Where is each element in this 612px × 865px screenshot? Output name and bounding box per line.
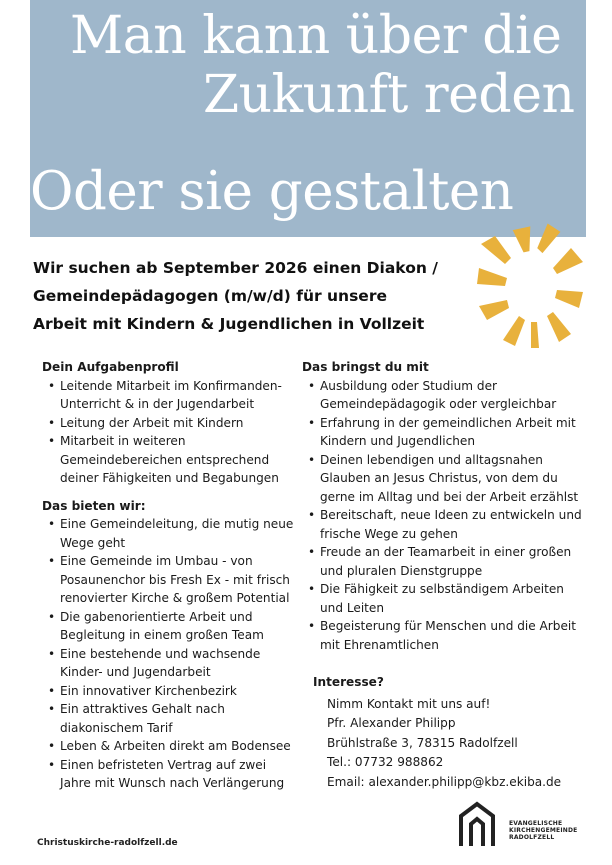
list-item: • Deinen lebendigen und alltagsnahen Glauben an Jesus Christus, von dem du gerne im Alltag und bei der Arbeit erzählst [302,451,582,507]
contact-block [313,673,561,792]
contact-name: Pfr. Alexander Philipp [327,716,456,730]
list-item: • Freude an der Teamarbeit in einer großen und pluralen Dienstgruppe [302,543,582,580]
list-item: • Leben & Arbeiten direkt am Bodensee [42,737,294,756]
list-angebot [42,515,294,793]
hero-title-line-2: Zukunft reden [203,65,575,125]
list-item: • Begeisterung für Menschen und die Arbeit mit Ehrenamtlichen [302,617,582,654]
job-headline-line-2: Gemeindepädagogen (m/w/d) für unsere [33,287,387,305]
contact-email[interactable]: Email: alexander.philipp@kbz.ekiba.de [327,774,562,789]
list-anforderungen [302,377,582,655]
list-aufgabenprofil [42,377,294,488]
list-item: • Leitung der Arbeit mit Kindern [42,414,294,433]
contact-phone: Tel.: 07732 988862 [327,755,444,769]
list-item: • Leitende Mitarbeit im Konfirmanden- Unterricht & in der Jugendarbeit [42,377,294,414]
list-item: • Die Fähigkeit zu selbständigem Arbeiten und Leiten [302,580,582,617]
contact-title: Interesse? [313,675,384,689]
hero-title-line-3: Oder sie gestalten [30,161,514,222]
list-item: • Eine Gemeindeleitung, die mutig neue Wege geht [42,515,294,552]
section-title-anforderungen: Das bringst du mit [302,360,429,374]
list-item: • Erfahrung in der gemeindlichen Arbeit mit Kindern und Jugendlichen [302,414,582,451]
left-column [42,358,294,793]
list-item: • Eine bestehende und wachsende Kinder- und Jugendarbeit [42,645,294,682]
job-headline-line-3: Arbeit mit Kindern & Jugendlichen in Vollzeit [33,315,425,333]
hero-title-line-1: Man kann über die [70,6,562,66]
sunburst-icon [475,222,585,348]
section-title-aufgabenprofil: Dein Aufgabenprofil [42,360,179,374]
right-column [302,358,582,654]
job-headline-line-1: Wir suchen ab September 2026 einen Diakon / [33,259,438,277]
list-item: • Mitarbeit in weiteren Gemeindebereichen entsprechend deiner Fähigkeiten und Begabungen [42,432,294,488]
list-item: • Die gabenorientierte Arbeit und Begleitung in einem großen Team [42,608,294,645]
church-logo-text: EVANGELISCHE KIRCHENGEMEINDE RADOLFZELL [509,820,578,841]
list-item: • Eine Gemeinde im Umbau - von Posaunenchor bis Fresh Ex - mit frisch renovierter Kirche & großem Potential [42,552,294,608]
website-link[interactable]: Christuskirche-radolfzell.de [37,838,178,848]
contact-address: Brühlstraße 3, 78315 Radolfzell [327,735,518,750]
list-item: • Bereitschaft, neue Ideen zu entwickeln und frische Wege zu gehen [302,506,582,543]
list-item: • Ein innovativer Kirchenbezirk [42,682,294,701]
list-item: • Ein attraktives Gehalt nach diakonischem Tarif [42,700,294,737]
section-title-angebot: Das bieten wir: [42,498,146,513]
job-headline [33,254,473,338]
list-item: • Ausbildung oder Studium der Gemeindepädagogik oder vergleichbar [302,377,582,414]
list-item: • Einen befristeten Vertrag auf zwei Jahre mit Wunsch nach Verlängerung [42,756,294,793]
contact-intro: Nimm Kontakt mit uns auf! [327,696,491,711]
